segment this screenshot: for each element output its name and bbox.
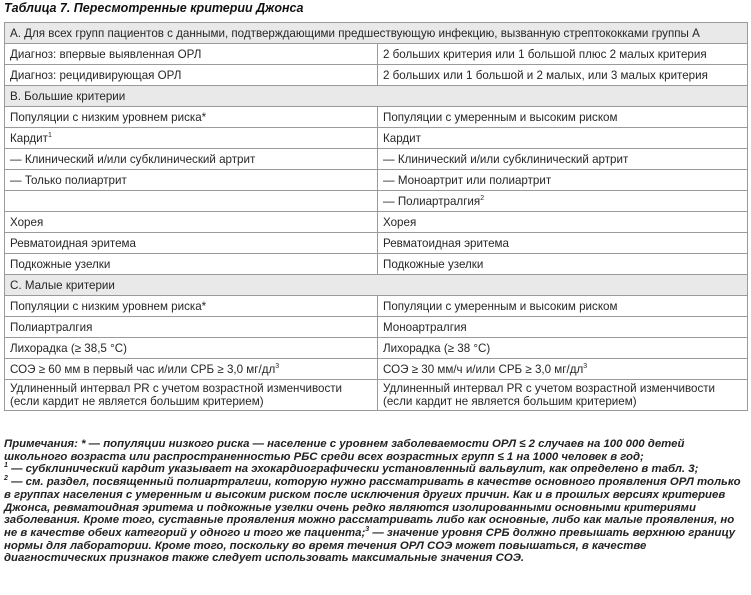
table-row [5,212,748,233]
low-risk-cell-text: Полиартралгия [10,320,93,334]
table-notes [4,438,747,565]
high-risk-cell-text: Хорея [383,215,417,229]
low-risk-cell-text: СОЭ ≥ 60 мм в первый час и/или СРБ ≥ 3,0 мг/дл [10,362,276,376]
low-risk-cell-text: Ревматоидная эритема [10,236,136,250]
high-risk-cell [378,338,748,359]
low-risk-cell [5,317,378,338]
high-risk-cell [378,212,748,233]
low-risk-cell-text: Популяции с низким уровнем риска* [10,110,207,124]
low-risk-cell [5,380,378,411]
high-risk-cell-text: СОЭ ≥ 30 мм/ч и/или СРБ ≥ 3,0 мг/дл [383,362,584,376]
section-header-cell [5,23,748,44]
footnote-marker: 1 [47,131,52,139]
table-row [5,149,748,170]
table-title: Таблица 7. Пересмотренные критерии Джонса [4,1,304,15]
low-risk-cell-text: Популяции с низким уровнем риска* [10,299,207,313]
high-risk-cell-text: — Клинический и/или субклинический артрит [383,152,629,166]
table-row [5,233,748,254]
high-risk-cell-text: Удлиненный интервал PR с учетом возрастной изменчивости (если кардит не является большим критерием) [383,382,716,408]
low-risk-cell [5,338,378,359]
low-risk-cell [5,107,378,128]
footnote-marker: 3 [583,362,588,370]
note-subclinical-carditis: — субклинический кардит указывает на эхокардиографически установленный вальвулит, как определено в табл. 3; [7,463,699,476]
footnote-marker: 2 [480,194,485,202]
high-risk-cell-text: Лихорадка (≥ 38 °C) [383,341,491,355]
high-risk-cell [378,128,748,149]
high-risk-cell-text: Популяции с умеренным и высоким риском [383,299,618,313]
low-risk-cell-text: Удлиненный интервал PR с учетом возрастной изменчивости (если кардит не является большим критерием) [10,382,343,408]
high-risk-cell [378,107,748,128]
section-header-row [5,275,748,296]
high-risk-cell-text: — Моноартрит или полиартрит [383,173,552,187]
criteria-table [4,22,748,411]
footnote-marker: 3 [275,362,280,370]
table-row [5,359,748,380]
high-risk-cell-text: Кардит [383,131,421,145]
low-risk-cell [5,191,378,212]
high-risk-cell [378,254,748,275]
section-header-row [5,86,748,107]
table-row [5,254,748,275]
section-header-cell [5,275,748,296]
high-risk-cell [378,44,748,65]
low-risk-cell [5,254,378,275]
table-row [5,296,748,317]
note-crp: — значение уровня СРБ должно превышать верхнюю границу нормы для лаборатории. Кроме того, поскольку во время течения ОРЛ СОЭ может повышаться, в качестве диагностических признаков также следует использовать максимальные значения СОЭ. [4,526,736,565]
high-risk-cell [378,191,748,212]
high-risk-cell-text: Моноартралгия [383,320,467,334]
high-risk-cell-text: 2 больших или 1 большой и 2 малых, или 3 малых критерия [383,68,708,82]
high-risk-cell [378,149,748,170]
low-risk-cell-text: — Только полиартрит [10,173,127,187]
low-risk-cell-text: Подкожные узелки [10,257,111,271]
section-header-cell-text: C. Малые критерии [10,278,115,292]
low-risk-cell-text: Диагноз: впервые выявленная ОРЛ [10,47,202,61]
low-risk-cell [5,359,378,380]
low-risk-cell [5,296,378,317]
low-risk-cell [5,128,378,149]
high-risk-cell-text: Ревматоидная эритема [383,236,509,250]
low-risk-cell-text: Лихорадка (≥ 38,5 °C) [10,341,127,355]
notes-paragraph [4,438,747,565]
high-risk-cell [378,65,748,86]
note-polyarthralgia: — см. раздел, посвященный полиартралгии, которую нужно рассматривать в качестве основного проявления ОРЛ только в группах населения с умеренным и высоким риском после исключения других причин. Как и в прошлых версиях критериев Джонса, ревматоидная эритема и подкожные узелки очень редко являются изолированными основными критериями заболевания. Кроме того, суставные проявления можно рассматривать либо как основные, либо как малые проявления, но не в качестве обеих категорий у одного и того же пациента; [4,476,741,539]
high-risk-cell [378,317,748,338]
high-risk-cell [378,233,748,254]
low-risk-cell-text: Хорея [10,215,44,229]
table-row [5,191,748,212]
high-risk-cell-text: Подкожные узелки [383,257,484,271]
note-marker-2: 2 [4,475,8,483]
low-risk-cell [5,149,378,170]
section-header-cell [5,86,748,107]
high-risk-cell-text: Популяции с умеренным и высоким риском [383,110,618,124]
low-risk-cell [5,65,378,86]
section-header-cell-text: B. Большие критерии [10,89,126,103]
table-row [5,338,748,359]
low-risk-cell-text: Диагноз: рецидивирующая ОРЛ [10,68,182,82]
table-row [5,128,748,149]
note-marker-1: 1 [4,462,8,470]
table-row [5,380,748,411]
low-risk-cell [5,233,378,254]
high-risk-cell [378,170,748,191]
low-risk-cell-text: — Клинический и/или субклинический артрит [10,152,256,166]
table-row [5,44,748,65]
table-row [5,107,748,128]
low-risk-cell [5,170,378,191]
high-risk-cell-text: — Полиартралгия [383,194,481,208]
high-risk-cell [378,380,748,411]
table-row [5,65,748,86]
high-risk-cell [378,359,748,380]
table-row [5,317,748,338]
section-header-row [5,23,748,44]
table-row [5,170,748,191]
note-marker-3: 3 [365,526,370,534]
low-risk-cell [5,44,378,65]
criteria-table-body [5,23,748,411]
high-risk-cell [378,296,748,317]
section-header-cell-text: A. Для всех групп пациентов с данными, подтверждающими предшествующую инфекцию, вызванную стрептококками группы A [10,26,700,40]
note-low-risk: Примечания: * — популяции низкого риска — население с уровнем заболеваемости ОРЛ ≤ 2 случаев на 100 000 детей школьного возраста или распространенностью РБС среди всех возрастных групп ≤ 1 на 1000 человек в год; [4,438,685,463]
low-risk-cell [5,212,378,233]
low-risk-cell-text: Кардит [10,131,48,145]
high-risk-cell-text: 2 больших критерия или 1 большой плюс 2 малых критерия [383,47,707,61]
